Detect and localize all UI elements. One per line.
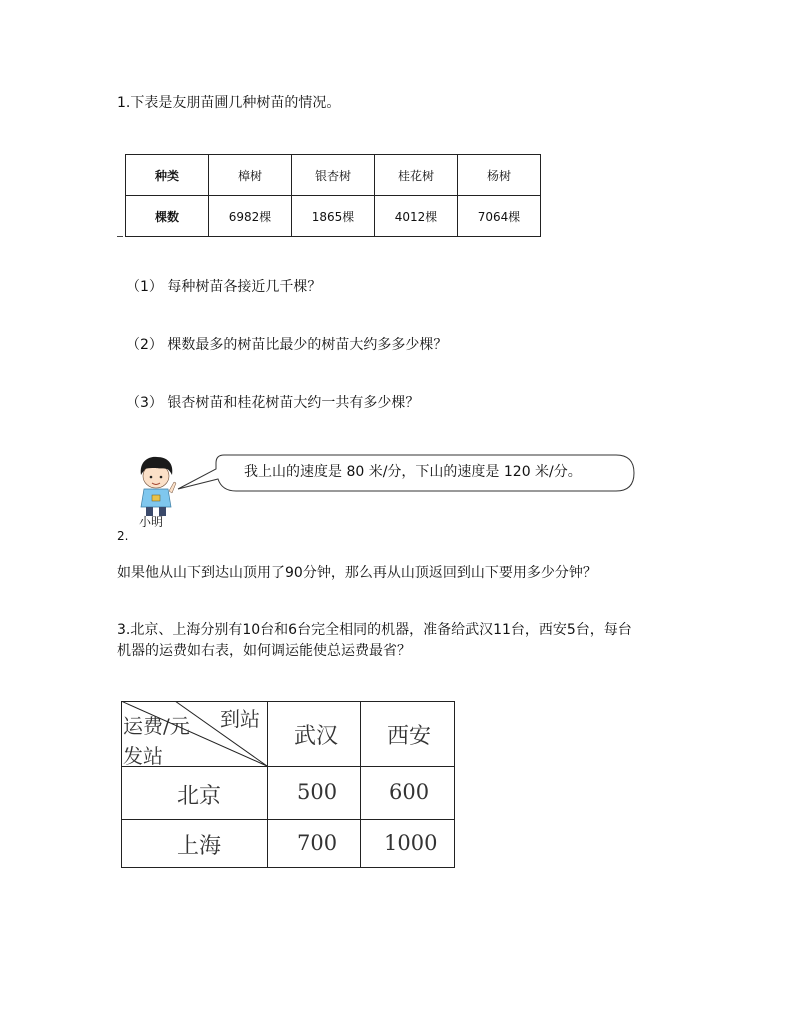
table-row — [126, 196, 541, 237]
corner-departure-label: 发站 — [123, 744, 163, 768]
question-3-line-2: 机器的运费如右表，如何调运能使总运费最省？ — [117, 643, 411, 659]
table-cell: 银杏树 — [292, 155, 375, 196]
row-label-shanghai: 上海 — [177, 834, 222, 859]
table-cell: 杨树 — [458, 155, 541, 196]
corner-cost-label: 运费/元 — [123, 714, 190, 738]
corner-arrival-label: 到站 — [220, 707, 260, 731]
question-1-title: 1.下表是友朋苗圃几种树苗的情况。 — [117, 95, 341, 111]
cost-shanghai-wuhan: 700 — [297, 831, 338, 855]
table-cell: 樟树 — [209, 155, 292, 196]
table-cell: 桂花树 — [375, 155, 458, 196]
question-3-line-1: 3.北京、上海分别有10台和6台完全相同的机器，准备给武汉11台，西安5台，每台 — [117, 622, 632, 638]
question-1-part-3: （3） 银杏树苗和桂花树苗大约一共有多少棵？ — [126, 395, 420, 411]
question-2-text: 如果他从山下到达山顶用了90分钟，那么再从山顶返回到山下要用多少分钟？ — [117, 565, 597, 581]
row-label-beijing: 北京 — [177, 784, 222, 809]
boy-name-label: 小明 — [139, 515, 164, 529]
table-row — [126, 155, 541, 196]
question-2-number: 2. — [117, 529, 129, 543]
cost-beijing-wuhan: 500 — [297, 780, 338, 804]
cost-beijing-xian: 600 — [389, 780, 430, 804]
table-cell: 4012棵 — [375, 196, 458, 237]
col-header-xian: 西安 — [387, 724, 432, 749]
table-cell: 种类 — [126, 155, 209, 196]
freight-table — [121, 701, 455, 868]
question-1-part-2: （2） 棵数最多的树苗比最少的树苗大约多多少棵？ — [126, 337, 448, 353]
table-cell: 7064棵 — [458, 196, 541, 237]
speech-bubble-text: 我上山的速度是 80 米/分，下山的速度是 120 米/分。 — [244, 464, 582, 480]
tree-table — [125, 154, 541, 237]
col-header-wuhan: 武汉 — [294, 724, 339, 749]
cost-shanghai-xian: 1000 — [384, 831, 438, 855]
table-cell: 6982棵 — [209, 196, 292, 237]
question-1-part-1: （1） 每种树苗各接近几千棵？ — [126, 279, 322, 295]
table-cell: 棵数 — [126, 196, 209, 237]
table-cell: 1865棵 — [292, 196, 375, 237]
boy-illustration — [133, 455, 179, 517]
divider-mark — [117, 236, 123, 237]
